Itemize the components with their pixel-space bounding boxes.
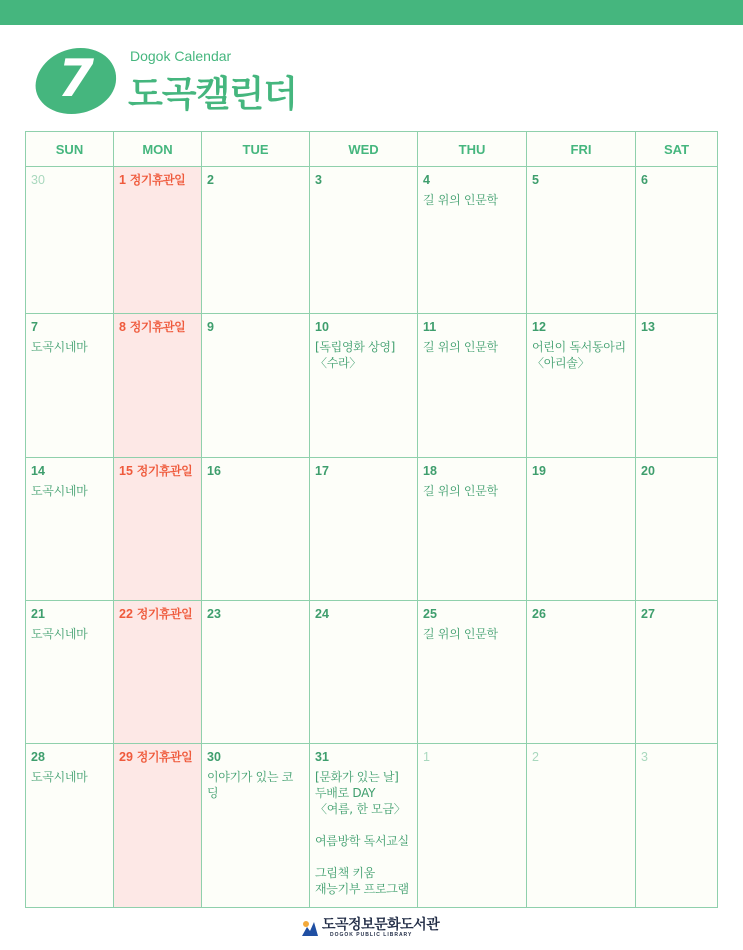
event-label[interactable]: 이야기가 있는 코딩 xyxy=(207,770,294,800)
day-number: 9 xyxy=(207,320,214,334)
event-label[interactable]: 길 위의 인문학 xyxy=(423,193,498,207)
day-cell[interactable] xyxy=(636,601,718,744)
library-name-en: DOGOK PUBLIC LIBRARY xyxy=(330,932,413,938)
day-cell[interactable] xyxy=(26,314,114,458)
day-number: 3 xyxy=(641,750,648,764)
day-number: 5 xyxy=(532,173,539,187)
event-label[interactable]: 도곡시네마 xyxy=(31,340,88,354)
calendar-grid xyxy=(25,131,718,908)
day-number: 18 xyxy=(423,464,437,478)
day-cell[interactable] xyxy=(114,167,202,314)
day-cell[interactable] xyxy=(527,458,636,601)
day-number: 23 xyxy=(207,607,221,621)
day-cell[interactable] xyxy=(310,458,418,601)
day-cell[interactable] xyxy=(310,314,418,458)
day-number: 16 xyxy=(207,464,221,478)
day-number: 31 xyxy=(315,750,329,764)
day-number: 26 xyxy=(532,607,546,621)
day-number: 28 xyxy=(31,750,45,764)
weekday-wed: WED xyxy=(310,132,418,167)
event-label[interactable]: 그림책 키움 재능기부 프로그램 xyxy=(315,866,409,896)
week-row xyxy=(26,314,718,458)
day-cell[interactable] xyxy=(527,314,636,458)
day-number: 8 xyxy=(119,320,126,334)
day-cell[interactable] xyxy=(202,458,310,601)
day-cell[interactable] xyxy=(418,744,527,908)
day-cell[interactable] xyxy=(310,167,418,314)
day-number: 2 xyxy=(207,173,214,187)
day-number: 1 xyxy=(423,750,430,764)
day-number: 27 xyxy=(641,607,655,621)
day-cell[interactable] xyxy=(202,314,310,458)
day-cell[interactable] xyxy=(418,458,527,601)
day-cell[interactable] xyxy=(26,744,114,908)
closed-day-label: 정기휴관일 xyxy=(136,607,193,621)
weekday-tue: TUE xyxy=(202,132,310,167)
event-label[interactable]: 도곡시네마 xyxy=(31,484,88,498)
calendar-title: 도곡캘린더 xyxy=(128,74,297,115)
weekday-header-row xyxy=(26,132,718,167)
event-label[interactable]: 길 위의 인문학 xyxy=(423,484,498,498)
closed-day-label: 정기휴관일 xyxy=(129,173,186,187)
day-cell[interactable] xyxy=(418,167,527,314)
day-cell[interactable] xyxy=(202,601,310,744)
week-row xyxy=(26,167,718,314)
day-cell[interactable] xyxy=(114,314,202,458)
day-number: 15 xyxy=(119,464,133,478)
day-number: 13 xyxy=(641,320,655,334)
day-number: 6 xyxy=(641,173,648,187)
day-cell[interactable] xyxy=(527,167,636,314)
day-number: 29 xyxy=(119,750,133,764)
library-logo-icon xyxy=(300,918,320,938)
event-label[interactable]: 여름방학 독서교실 xyxy=(315,834,409,848)
day-cell[interactable] xyxy=(527,601,636,744)
week-row xyxy=(26,601,718,744)
event-label[interactable]: [독립영화 상영] 〈수라〉 xyxy=(315,340,396,370)
day-cell[interactable] xyxy=(26,601,114,744)
day-number: 1 xyxy=(119,173,126,187)
day-number: 12 xyxy=(532,320,546,334)
library-footer xyxy=(300,914,460,940)
closed-day-label: 정기휴관일 xyxy=(129,320,186,334)
weekday-fri: FRI xyxy=(527,132,636,167)
day-number: 2 xyxy=(532,750,539,764)
day-cell[interactable] xyxy=(636,167,718,314)
day-cell[interactable] xyxy=(114,744,202,908)
day-number: 19 xyxy=(532,464,546,478)
calendar-subtitle: Dogok Calendar xyxy=(130,48,232,64)
day-cell[interactable] xyxy=(26,458,114,601)
month-number: 7 xyxy=(57,49,95,109)
weekday-sun: SUN xyxy=(26,132,114,167)
calendar-header xyxy=(36,46,436,116)
day-number: 11 xyxy=(423,320,437,334)
day-cell[interactable] xyxy=(202,744,310,908)
library-name: 도곡정보문화도서관 xyxy=(322,917,440,933)
weekday-thu: THU xyxy=(418,132,527,167)
closed-day-label: 정기휴관일 xyxy=(136,464,193,478)
day-cell[interactable] xyxy=(418,601,527,744)
day-number: 20 xyxy=(641,464,655,478)
day-number: 22 xyxy=(119,607,133,621)
day-number: 24 xyxy=(315,607,329,621)
day-number: 14 xyxy=(31,464,45,478)
day-number: 3 xyxy=(315,173,322,187)
day-cell[interactable] xyxy=(418,314,527,458)
event-label[interactable]: 길 위의 인문학 xyxy=(423,627,498,641)
day-number: 7 xyxy=(31,320,38,334)
closed-day-label: 정기휴관일 xyxy=(136,750,193,764)
day-cell[interactable] xyxy=(114,458,202,601)
day-cell[interactable] xyxy=(636,314,718,458)
week-row xyxy=(26,458,718,601)
day-cell[interactable] xyxy=(636,458,718,601)
day-number: 30 xyxy=(207,750,221,764)
day-cell[interactable] xyxy=(310,744,418,908)
day-cell[interactable] xyxy=(26,167,114,314)
day-number: 17 xyxy=(315,464,329,478)
event-label[interactable]: 도곡시네마 xyxy=(31,627,88,641)
day-cell[interactable] xyxy=(636,744,718,908)
event-label[interactable]: [문화가 있는 날] 두배로 DAY 〈여름, 한 모금〉 xyxy=(315,770,406,816)
day-cell[interactable] xyxy=(310,601,418,744)
event-label[interactable]: 도곡시네마 xyxy=(31,770,88,784)
day-number: 30 xyxy=(31,173,45,187)
event-label[interactable]: 길 위의 인문학 xyxy=(423,340,498,354)
day-cell[interactable] xyxy=(527,744,636,908)
week-row xyxy=(26,744,718,908)
event-label[interactable]: 어린이 독서동아리 〈아리솔〉 xyxy=(532,340,626,370)
day-number: 25 xyxy=(423,607,437,621)
day-number: 21 xyxy=(31,607,45,621)
day-cell[interactable] xyxy=(202,167,310,314)
day-number: 4 xyxy=(423,173,430,187)
weekday-mon: MON xyxy=(114,132,202,167)
weekday-sat: SAT xyxy=(636,132,718,167)
day-number: 10 xyxy=(315,320,329,334)
day-cell[interactable] xyxy=(114,601,202,744)
top-accent-bar xyxy=(0,0,743,25)
